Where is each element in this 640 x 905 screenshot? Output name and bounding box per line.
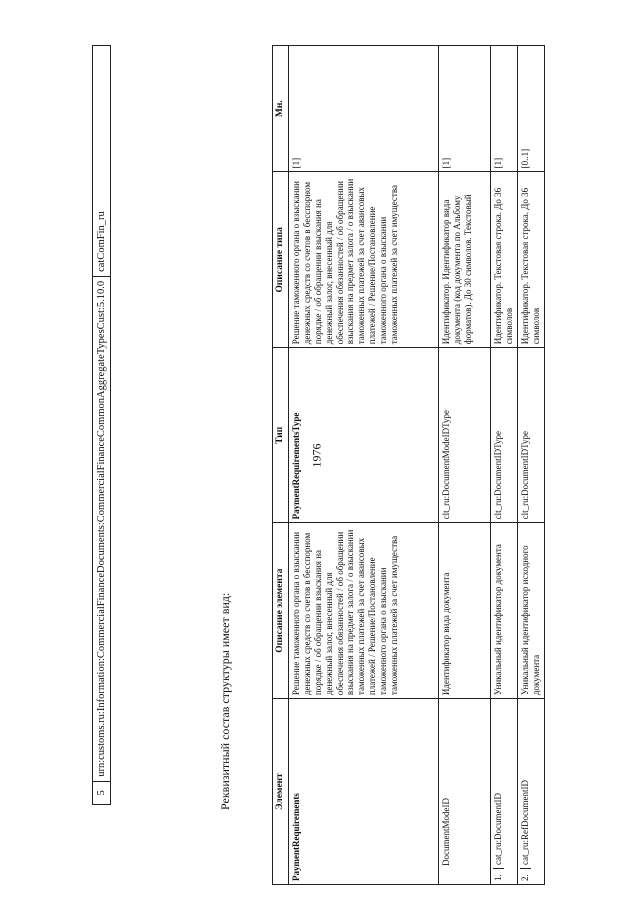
header-element-desc: Описание элемента bbox=[273, 523, 289, 699]
header-multiplicity: Мн. bbox=[273, 46, 289, 172]
cell-element-desc: Уникальный идентификатор исходного документа bbox=[517, 523, 544, 699]
cell-element bbox=[491, 699, 518, 885]
cell-element: PaymentRequirements bbox=[289, 699, 439, 885]
cell-type: clt_ru:DocumentModeIDType bbox=[439, 348, 491, 523]
cell-type-desc: Идентификатор. Текстовая строка. До 36 символов bbox=[517, 172, 544, 348]
cell-element-desc: Идентификатор вида документа bbox=[439, 523, 491, 699]
table-row bbox=[93, 46, 111, 805]
row-number: 1. bbox=[493, 868, 504, 881]
element-name: cat_ru:RefDocumentID bbox=[519, 780, 530, 865]
rotated-page-content bbox=[92, 45, 562, 885]
cell-element bbox=[439, 699, 491, 885]
table-row bbox=[491, 46, 518, 885]
table-row bbox=[439, 46, 491, 885]
cell-type: clt_ru:DocumentIDType bbox=[491, 348, 518, 523]
table-row bbox=[517, 46, 544, 885]
cell-type: clt_ru:DocumentIDType bbox=[517, 348, 544, 523]
requisites-table bbox=[272, 45, 545, 885]
element-name: cat_ru:DocumentID bbox=[493, 793, 504, 865]
cell-element bbox=[517, 699, 544, 885]
header-type-desc: Описание типа bbox=[273, 172, 289, 348]
cell-type-desc: Решение таможенного органа о взыскании денежных средств со счетов в бесспорном порядке / об обращении взыскания на денежный залог, внесенный для обеспечения обязанностей / об обращении взыскания на предмет залога / о взыскании таможенных платежей за счет авансовых платежей / Решение/Постановление таможенного органа о взыскании таможенных платежей за счет имущества bbox=[289, 172, 439, 348]
cell-type: PaymentRequirementsType bbox=[289, 348, 439, 523]
namespace-table bbox=[92, 45, 111, 805]
cell-multiplicity: [1] bbox=[491, 46, 518, 172]
namespace-prefix: catComFin_ru bbox=[93, 46, 111, 277]
namespace-uri: urn:customs.ru:Information:CommercialFinanceDocuments:CommercialFinanceCommonAggregateTypesCust:5.10.0 bbox=[93, 276, 111, 781]
cell-multiplicity: [0..1] bbox=[517, 46, 544, 172]
cell-type-desc: Идентификатор. Идентификатор вида документа (код документа по Альбому форматов). До 30 символов. Текстовый bbox=[439, 172, 491, 348]
header-type: Тип bbox=[273, 348, 289, 523]
page-number: 1976 bbox=[309, 443, 324, 468]
table-row bbox=[289, 46, 439, 885]
header-element: Элемент bbox=[273, 699, 289, 885]
intro-text: Реквизитный состав структуры имеет вид: bbox=[218, 592, 232, 810]
element-name: DocumentModeID bbox=[441, 798, 452, 866]
cell-multiplicity: [1] bbox=[439, 46, 491, 172]
table-header-row bbox=[273, 46, 289, 885]
cell-element-desc: Решение таможенного органа о взыскании денежных средств со счетов в бесспорном порядке / об обращении взыскания на денежный залог, внесенный для обеспечения обязанностей / об обращении взыскания на предмет залога / о взыскании таможенных платежей за счет авансовых платежей / Решение/Постановление таможенного органа о взыскании таможенных платежей за счет имущества bbox=[289, 523, 439, 699]
cell-element-desc: Уникальный идентификатор документа bbox=[491, 523, 518, 699]
cell-type-desc: Идентификатор. Текстовая строка. До 36 символов bbox=[491, 172, 518, 348]
row-number: 2. bbox=[520, 868, 531, 881]
cell-multiplicity: [1] bbox=[289, 46, 439, 172]
row-index: 5 bbox=[93, 781, 111, 804]
